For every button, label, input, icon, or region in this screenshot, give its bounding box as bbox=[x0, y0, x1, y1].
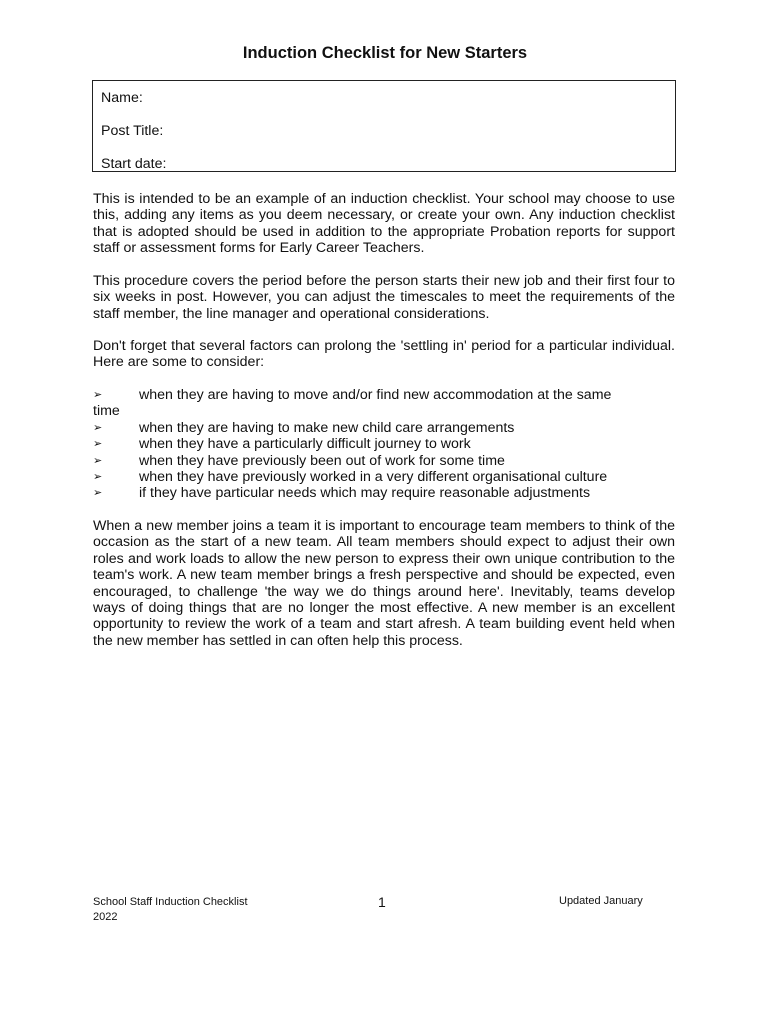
list-item-text: when they have previously been out of work for some time bbox=[139, 452, 505, 469]
procedure-paragraph: This procedure covers the period before the person starts their new job and their first four to six weeks in post. However, you can adjust the timescales to meet the requirements of the staff member, the line manager and operational considerations. bbox=[93, 273, 675, 322]
factors-list bbox=[93, 387, 675, 502]
footer-document-title: School Staff Induction Checklist bbox=[93, 896, 248, 908]
list-item bbox=[93, 469, 675, 485]
list-item-continuation: time bbox=[93, 403, 120, 420]
list-item-text: when they are having to move and/or find new accommodation at the same bbox=[139, 387, 612, 403]
arrow-bullet-icon: ➢ bbox=[93, 420, 103, 434]
list-item bbox=[93, 387, 675, 403]
arrow-bullet-icon: ➢ bbox=[93, 453, 103, 467]
list-item-text: when they have previously worked in a very different organisational culture bbox=[139, 469, 608, 486]
footer-updated-note: Updated January bbox=[559, 895, 643, 907]
list-item-text: when they have a particularly difficult journey to work bbox=[139, 436, 471, 453]
name-field-label: Name: bbox=[101, 90, 143, 106]
footer-document-year: 2022 bbox=[93, 911, 118, 923]
list-item-text: if they have particular needs which may require reasonable adjustments bbox=[139, 485, 591, 502]
arrow-bullet-icon: ➢ bbox=[93, 470, 103, 484]
staff-info-box bbox=[92, 80, 676, 172]
arrow-bullet-icon: ➢ bbox=[93, 486, 103, 500]
footer-document-name bbox=[93, 895, 273, 925]
list-item bbox=[93, 420, 675, 436]
arrow-bullet-icon: ➢ bbox=[93, 388, 103, 401]
intro-paragraph: This is intended to be an example of an induction checklist. Your school may choose to use this, adding any items as you deem necessary, or create your own. Any induction checklist that is adopted should be used in addition to the appropriate Probation reports for support staff or assessment forms for Early Career Teachers. bbox=[93, 191, 675, 257]
list-item-text: when they are having to make new child care arrangements bbox=[139, 419, 515, 436]
factors-paragraph: Don't forget that several factors can prolong the 'settling in' period for a particular individual. Here are some to consider: bbox=[93, 338, 675, 371]
post-title-field-label: Post Title: bbox=[101, 123, 164, 139]
list-item bbox=[93, 453, 675, 469]
list-item bbox=[93, 485, 675, 501]
document-title: Induction Checklist for New Starters bbox=[242, 44, 528, 62]
footer-page-number: 1 bbox=[378, 894, 386, 910]
start-date-field-label: Start date: bbox=[101, 156, 167, 172]
team-paragraph: When a new member joins a team it is important to encourage team members to think of the occasion as the start of a new team. All team members should expect to adjust their own roles and work loads to allow the new person to express their own unique contribution to the team's work. A new team member brings a fresh perspective and should be expected, even encouraged, to challenge 'the way we do things around here'. Inevitably, teams develop ways of doing things that are no longer the most effective. A new member is an excellent opportunity to review the work of a team and start afresh. A team building event held when the new member has settled in can often help this process. bbox=[93, 518, 675, 649]
arrow-bullet-icon: ➢ bbox=[93, 437, 103, 451]
list-item bbox=[93, 436, 675, 452]
